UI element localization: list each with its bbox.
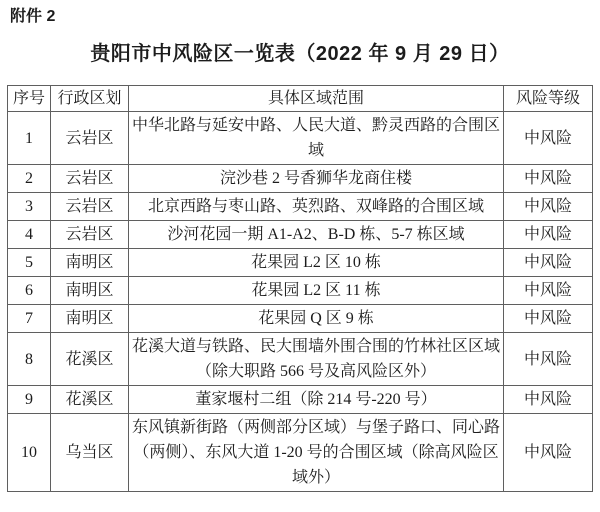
cell-risk: 中风险: [504, 221, 593, 249]
cell-area: 花果园 Q 区 9 栋: [129, 305, 504, 333]
cell-district: 云岩区: [51, 193, 129, 221]
cell-number: 5: [8, 249, 51, 277]
cell-district: 南明区: [51, 277, 129, 305]
table-row: [8, 277, 593, 305]
cell-area: 北京西路与枣山路、英烈路、双峰路的合围区域: [129, 193, 504, 221]
table-row: [8, 386, 593, 414]
header-cell-district: 行政区划: [51, 86, 129, 112]
table-row: [8, 112, 593, 165]
table-row: [8, 333, 593, 386]
table-row: [8, 305, 593, 333]
cell-risk: 中风险: [504, 165, 593, 193]
cell-number: 8: [8, 333, 51, 386]
cell-district: 花溪区: [51, 386, 129, 414]
table-row: [8, 221, 593, 249]
risk-area-table: [7, 85, 593, 492]
table-body: [8, 112, 593, 492]
cell-risk: 中风险: [504, 277, 593, 305]
cell-risk: 中风险: [504, 112, 593, 165]
cell-district: 南明区: [51, 249, 129, 277]
cell-area: 花溪大道与铁路、民大围墙外围合围的竹林社区区域（除大职路 566 号及高风险区外）: [129, 333, 504, 386]
cell-area: 花果园 L2 区 11 栋: [129, 277, 504, 305]
cell-risk: 中风险: [504, 193, 593, 221]
table-row: [8, 193, 593, 221]
cell-district: 云岩区: [51, 221, 129, 249]
cell-number: 2: [8, 165, 51, 193]
table-row: [8, 414, 593, 492]
cell-number: 10: [8, 414, 51, 492]
cell-area: 董家堰村二组（除 214 号-220 号）: [129, 386, 504, 414]
cell-risk: 中风险: [504, 305, 593, 333]
cell-area: 浣沙巷 2 号香狮华龙商住楼: [129, 165, 504, 193]
cell-risk: 中风险: [504, 333, 593, 386]
cell-number: 7: [8, 305, 51, 333]
cell-district: 云岩区: [51, 165, 129, 193]
cell-area: 花果园 L2 区 10 栋: [129, 249, 504, 277]
page-title: 贵阳市中风险区一览表（2022 年 9 月 29 日）: [90, 43, 510, 65]
cell-area: 中华北路与延安中路、人民大道、黔灵西路的合围区域: [129, 112, 504, 165]
table-row: [8, 249, 593, 277]
cell-number: 6: [8, 277, 51, 305]
cell-district: 花溪区: [51, 333, 129, 386]
cell-number: 9: [8, 386, 51, 414]
cell-district: 南明区: [51, 305, 129, 333]
table-row: [8, 165, 593, 193]
cell-district: 乌当区: [51, 414, 129, 492]
cell-number: 4: [8, 221, 51, 249]
cell-risk: 中风险: [504, 386, 593, 414]
cell-risk: 中风险: [504, 249, 593, 277]
cell-area: 东风镇新街路（两侧部分区域）与堡子路口、同心路（两侧）、东风大道 1-20 号的合围区域（除高风险区域外）: [129, 414, 504, 492]
header-cell-risk: 风险等级: [504, 86, 593, 112]
cell-number: 1: [8, 112, 51, 165]
cell-number: 3: [8, 193, 51, 221]
header-cell-number: 序号: [8, 86, 51, 112]
cell-risk: 中风险: [504, 414, 593, 492]
cell-district: 云岩区: [51, 112, 129, 165]
cell-area: 沙河花园一期 A1-A2、B-D 栋、5-7 栋区域: [129, 221, 504, 249]
attachment-label: 附件 2: [10, 8, 56, 25]
table-header-row: [8, 86, 593, 112]
header-cell-area: 具体区域范围: [129, 86, 504, 112]
